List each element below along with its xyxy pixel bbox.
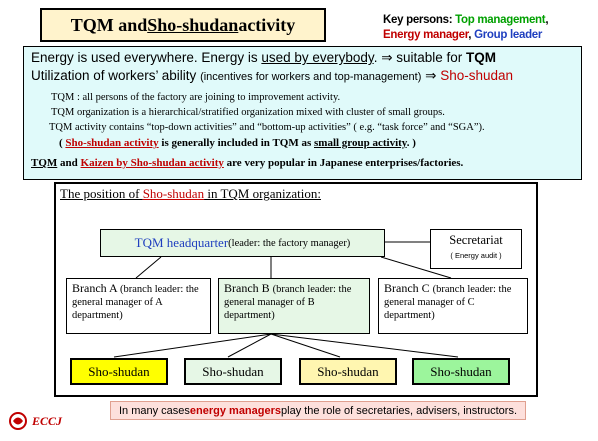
branch-c-box [378, 278, 528, 334]
text: are very popular in Japanese enterprises/factories. [223, 157, 464, 169]
branch-title: Branch B [224, 281, 273, 295]
key-person-energy-manager: Energy manager [383, 29, 469, 41]
title-part: TQM and [70, 14, 148, 35]
sho-shudan-box-1: Sho-shudan [70, 358, 168, 385]
branch-a-box [66, 278, 211, 334]
text: is generally included in TQM as [158, 137, 314, 149]
branch-text: (branch leader: the general manager of B department) [224, 284, 352, 321]
secretariat-box [430, 229, 522, 269]
key-persons-label: Key persons: [383, 14, 456, 26]
connector-branch-sho3 [271, 334, 340, 357]
separator: , [545, 14, 549, 26]
text: . ⇒ suitable for [373, 50, 467, 65]
branch-text: (branch leader: the general manager of A department) [72, 284, 199, 321]
connector-branch-sho4 [271, 334, 458, 357]
text: and [57, 157, 81, 169]
text-blue: TQM headquarter [134, 235, 229, 250]
text: Energy is used everywhere. Energy is [31, 50, 262, 65]
text: Utilization of workers’ ability [31, 68, 201, 83]
text: ⇒ [421, 68, 441, 83]
text-small: (incentives for workers and top-management) [200, 71, 422, 83]
text-bold: TQM [466, 50, 497, 65]
info-sentence [31, 155, 574, 171]
branch-title: Branch A [72, 281, 120, 295]
eccj-logo-icon [8, 411, 28, 431]
connector-branch-sho1 [114, 334, 271, 357]
secretariat-sub: ( Energy audit ) [450, 251, 502, 260]
info-sentence: TQM activity contains “top-down activities” and “bottom-up activities” ( e.g. “task force” and “SGA”). [49, 122, 485, 133]
org-diagram [54, 182, 538, 397]
tqm-headquarter-box [100, 229, 385, 257]
info-line-2 [31, 67, 574, 86]
text: The position of [60, 186, 143, 201]
branch-b-box [218, 278, 370, 334]
text-red: Sho-shudan [440, 68, 514, 83]
title-part: activity [238, 14, 296, 35]
key-persons [383, 13, 593, 43]
text: in TQM organization: [204, 186, 321, 201]
org-caption [60, 186, 321, 202]
key-person-group-leader: Group leader [474, 29, 543, 41]
info-sentence: TQM organization is a hierarchical/stratified organization mixed with cluster of small groups. [51, 107, 445, 118]
info-sentence [59, 135, 574, 151]
eccj-logo [8, 409, 78, 433]
title-highlight: Sho-shudan [147, 14, 239, 35]
text: . ) [406, 137, 416, 149]
text: (leader: the factory manager) [228, 237, 351, 249]
branch-text: (branch leader: the general manager of C department) [384, 284, 512, 321]
text-underlined: used by everybody [261, 50, 374, 65]
info-box [23, 46, 582, 180]
text-red: Sho-shudan activity [65, 137, 159, 149]
text: play the role of secretaries, advisers, instructors. [281, 404, 517, 417]
branch-title: Branch C [384, 281, 433, 295]
text-underlined: small group activity [314, 137, 407, 149]
key-person-top-management: Top management [455, 14, 546, 26]
text-red: Kaizen by Sho-shudan activity [80, 157, 224, 169]
sho-shudan-box-3: Sho-shudan [299, 358, 397, 385]
page-title [40, 8, 326, 42]
text-red-bold: energy managers [189, 404, 282, 417]
sho-shudan-box-4: Sho-shudan [412, 358, 510, 385]
text-red: Sho-shudan [142, 186, 205, 201]
secretariat-label: Secretariat [449, 233, 503, 247]
text: ( [59, 137, 66, 149]
info-line-1 [31, 49, 574, 67]
footer-note [110, 401, 526, 420]
eccj-logo-text: ECCJ [32, 413, 63, 428]
separator: , [468, 29, 475, 41]
info-sentence: TQM : all persons of the factory are joining to improvement activity. [51, 92, 341, 103]
connector-hq-branch-a [136, 257, 161, 278]
sho-shudan-box-2: Sho-shudan [184, 358, 282, 385]
text: In many cases [118, 404, 190, 417]
text-underlined: TQM [31, 157, 58, 169]
